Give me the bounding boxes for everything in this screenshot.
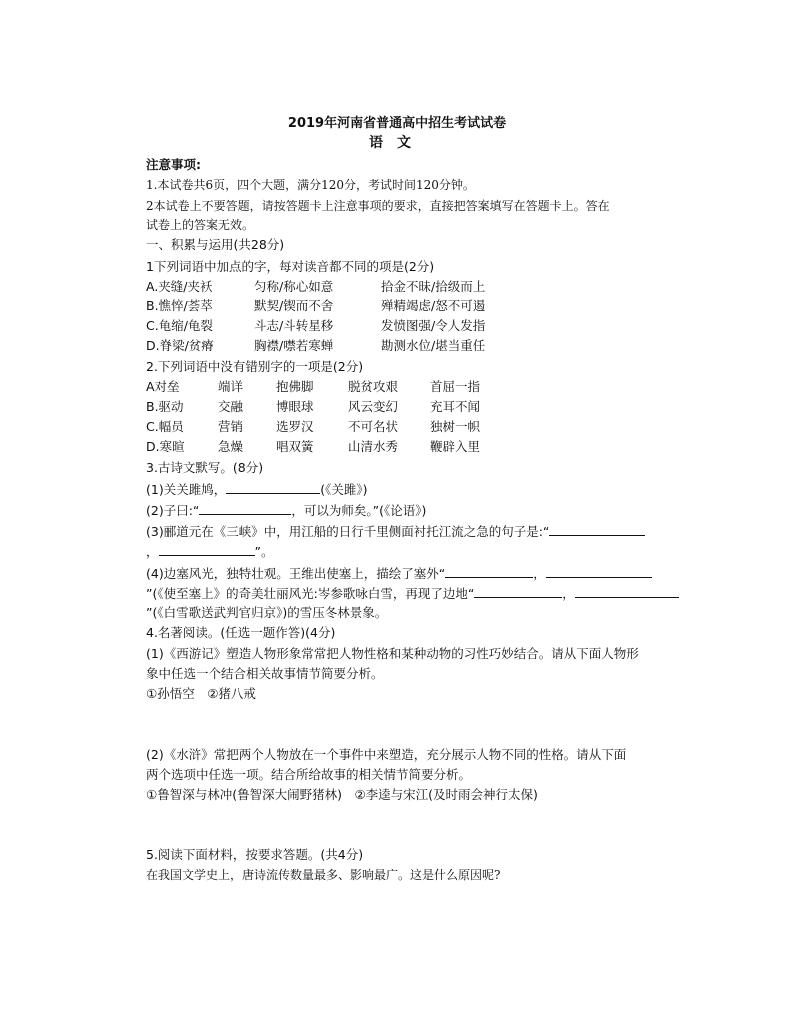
notes-heading: 注意事项:: [146, 157, 201, 172]
q4-item-2-options: ①鲁智深与林冲(鲁智深大闹野猪林) ②李逵与宋江(及时雨会神行太保): [146, 787, 538, 802]
q1-option-d-1: D.脊梁/贫瘠: [146, 338, 214, 353]
q3-item-2-text: (2)子曰:“: [146, 503, 200, 518]
notes-item-2-cont: 试卷上的答案无效。: [146, 218, 255, 232]
q4-item-1: (1)《西游记》塑造人物形象常常把人物性格和某种动物的习性巧妙结合。请从下面人物形: [146, 646, 639, 661]
q3-item-4-comma-2: ，: [562, 586, 575, 601]
q5-material: 在我国文学史上，唐诗流传数量最多、影响最广。这是什么原因呢?: [146, 868, 501, 882]
answer-blank[interactable]: [546, 565, 652, 578]
answer-blank[interactable]: [575, 585, 679, 598]
answer-blank[interactable]: [199, 502, 291, 515]
q3-item-3-text: (3)郦道元在《三峡》中，用江船的日行千里侧面衬托江流之急的句子是:“: [146, 524, 550, 539]
q2-option-a-5: 首屈一指: [430, 379, 481, 394]
q2-option-c-1: C.幅员: [146, 419, 184, 434]
q5-stem: 5.阅读下面材料，按要求答题。(共4分): [146, 847, 364, 862]
q3-item-4-end: ”(《白雪歌送武判官归京》)的雪压冬林景象。: [146, 605, 388, 620]
q1-option-d-2: 胸襟/噤若寒蝉: [254, 338, 334, 353]
q4-item-1-cont: 象中任选一个结合相关故事情节简要分析。: [146, 666, 384, 681]
q1-option-d-3: 勘测水位/堪当重任: [381, 338, 486, 353]
q2-option-b-4: 风云变幻: [348, 399, 399, 414]
notes-item-1: 1.本试卷共6页，四个大题，满分120分，考试时间120分钟。: [146, 178, 475, 192]
q2-option-c-3: 选罗汉: [276, 419, 314, 434]
answer-blank[interactable]: [474, 585, 562, 598]
q3-item-4-text: (4)边塞风光，独特壮观。王维出使塞上，描绘了塞外“: [146, 566, 446, 581]
answer-blank[interactable]: [445, 565, 533, 578]
q3-item-2: [146, 502, 426, 519]
answer-blank[interactable]: [226, 481, 320, 494]
q3-item-4-comma: ，: [533, 566, 546, 581]
q2-option-a-1: A对垒: [146, 379, 180, 394]
q3-item-2-source: ，可以为师矣。”(《论语》): [291, 503, 427, 518]
q4-item-1-options: ①孙悟空 ②猪八戒: [146, 686, 256, 701]
exam-title: 2019年河南省普通高中招生考试试卷: [287, 116, 507, 131]
q2-option-b-3: 博眼球: [276, 399, 314, 414]
q3-item-3-close: ”。: [254, 544, 274, 559]
q2-option-d-2: 急燥: [218, 439, 244, 454]
q2-option-c-5: 独树一帜: [430, 419, 481, 434]
q3-item-3: [146, 523, 645, 540]
answer-blank[interactable]: [549, 523, 645, 536]
q3-stem: 3.古诗文默写。(8分): [146, 460, 264, 475]
q4-stem: 4.名著阅读。(任选一题作答)(4分): [146, 625, 336, 640]
q3-item-4-cont: [146, 585, 679, 602]
q2-option-b-5: 充耳不闻: [430, 399, 481, 414]
q1-option-b-2: 默契/锲而不舍: [254, 298, 334, 313]
q1-option-b-3: 殚精竭虑/怒不可遏: [381, 298, 486, 313]
q2-option-a-4: 脱贫攻艰: [348, 379, 399, 394]
q3-item-3-cont: [146, 543, 274, 560]
q1-option-a-3: 拾金不昧/拾级而上: [381, 279, 486, 294]
q2-option-d-5: 鞭辟入里: [430, 439, 481, 454]
q1-option-c-3: 发愤图强/令人发指: [381, 318, 486, 333]
q2-option-d-4: 山清水秀: [348, 439, 399, 454]
q3-item-1-source: (《关雎》): [320, 482, 368, 497]
answer-blank[interactable]: [159, 543, 255, 556]
q2-option-a-2: 端详: [218, 379, 244, 394]
q3-item-1-text: (1)关关雎鸠，: [146, 482, 227, 497]
q1-option-a-1: A.夹缝/夹袄: [146, 279, 213, 294]
q4-item-2-cont: 两个选项中任选一项。结合所给故事的相关情节简要分析。: [146, 767, 472, 782]
q2-option-c-2: 营销: [218, 419, 244, 434]
notes-item-2: 2本试卷上不要答题，请按答题卡上注意事项的要求，直接把答案填写在答题卡上。答在: [146, 199, 610, 213]
q3-item-3-comma: ，: [146, 544, 159, 559]
q4-item-2: (2)《水浒》常把两个人物放在一个事件中来塑造，充分展示人物不同的性格。请从下面: [146, 747, 627, 762]
q2-option-b-2: 交融: [218, 399, 244, 414]
section-1-heading: 一、积累与运用(共28分): [146, 237, 285, 252]
q3-item-4: [146, 565, 652, 582]
q2-option-d-3: 唱双簧: [276, 439, 314, 454]
q2-option-b-1: B.驱动: [146, 399, 184, 414]
q2-stem: 2.下列词语中没有错别字的一项是(2分): [146, 359, 364, 374]
q1-option-c-2: 斗志/斗转星移: [254, 318, 334, 333]
exam-subject: 语文: [369, 135, 425, 151]
q2-option-c-4: 不可名状: [348, 419, 399, 434]
q1-option-b-1: B.憔悴/荟萃: [146, 298, 213, 313]
q1-stem: 1下列词语中加点的字，每对读音都不同的项是(2分): [146, 259, 435, 274]
q3-item-1: [146, 481, 367, 498]
q1-option-a-2: 匀称/称心如意: [254, 279, 334, 294]
q1-option-c-1: C.龟缩/龟裂: [146, 318, 213, 333]
q3-item-4-text-2: ”(《使至塞上》的奇美壮丽风光:岑参歌咏白雪，再现了边地“: [146, 586, 475, 601]
q2-option-d-1: D.寒暄: [146, 439, 185, 454]
q2-option-a-3: 抱佛脚: [276, 379, 314, 394]
